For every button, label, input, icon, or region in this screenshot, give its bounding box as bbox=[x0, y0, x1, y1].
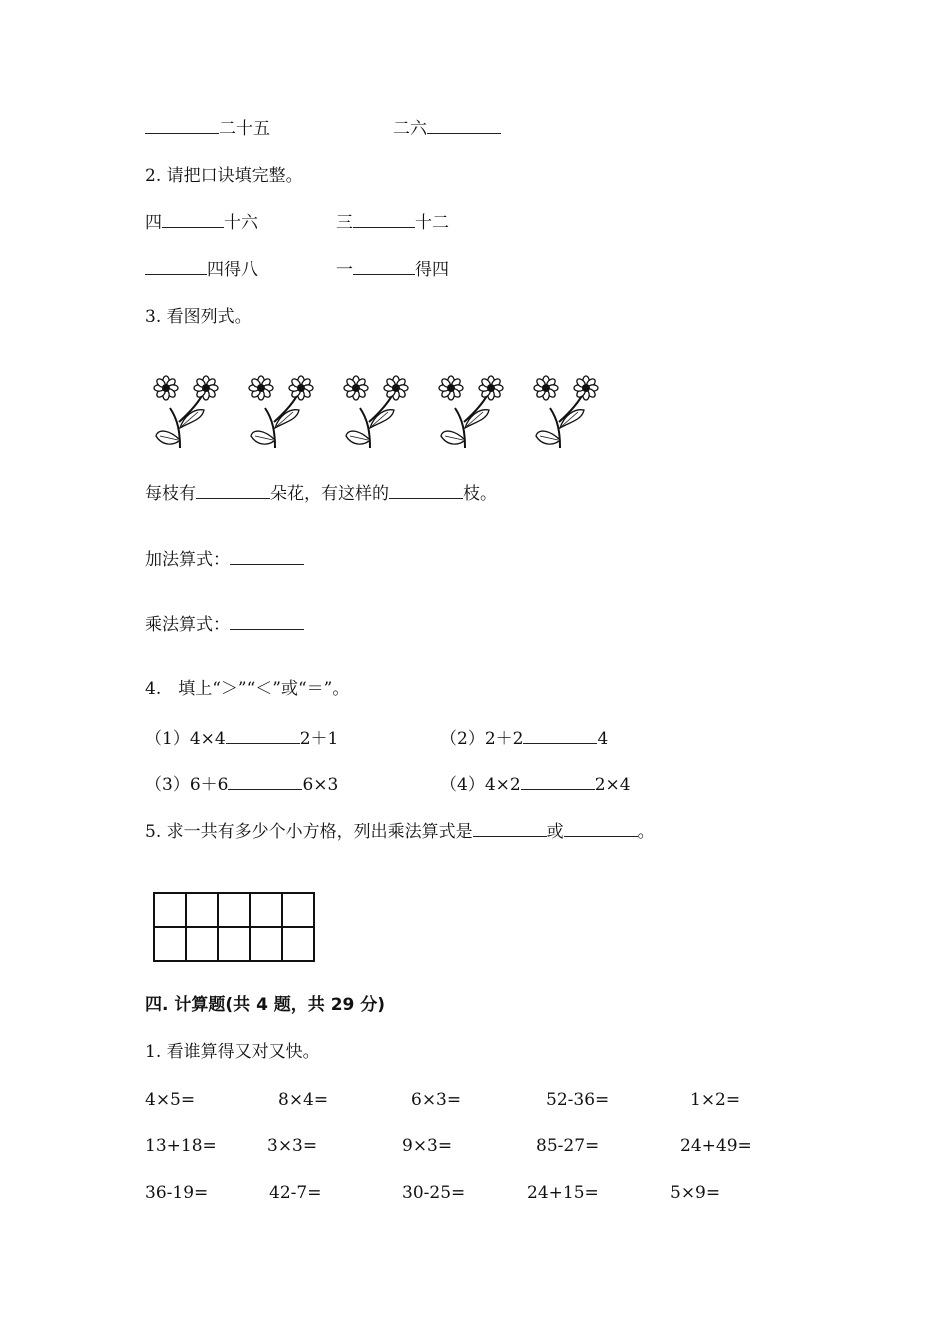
q3-addition: 加法算式： bbox=[145, 548, 304, 571]
calc-item: 42-7= bbox=[269, 1183, 322, 1203]
calc-item: 5×9= bbox=[670, 1183, 721, 1203]
answer-blank[interactable] bbox=[427, 117, 501, 134]
answer-blank[interactable] bbox=[196, 482, 270, 499]
calc-item: 52-36= bbox=[546, 1090, 610, 1110]
calc-item: 4×5= bbox=[145, 1090, 196, 1110]
grid-square bbox=[154, 893, 186, 927]
calc-item: 30-25= bbox=[402, 1183, 466, 1203]
calc-item: 1×2= bbox=[690, 1090, 741, 1110]
q4-item-3: （3）6＋6 6×3 bbox=[145, 775, 339, 795]
calc-item: 3×3= bbox=[267, 1136, 318, 1156]
q4-item-2: （2）2＋2 4 bbox=[440, 729, 609, 749]
flower-icon bbox=[249, 376, 313, 448]
grid-square bbox=[154, 927, 186, 961]
q4-item-1: （1）4×4 2＋1 bbox=[145, 729, 339, 749]
flower-icon bbox=[534, 376, 598, 448]
answer-blank[interactable] bbox=[230, 548, 304, 565]
q4-item-4: （4）4×2 2×4 bbox=[440, 775, 631, 795]
grid-square bbox=[282, 927, 314, 961]
calc-item: 13+18= bbox=[145, 1136, 217, 1156]
answer-blank[interactable] bbox=[521, 773, 595, 790]
q2-item-1: 四 十六 bbox=[145, 213, 258, 233]
q2-item-3: 四得八 bbox=[145, 258, 258, 281]
answer-blank[interactable] bbox=[389, 482, 463, 499]
q5-question: 5. 求一共有多少个小方格，列出乘法算式是 或 。 bbox=[145, 822, 655, 842]
answer-blank[interactable] bbox=[564, 820, 638, 837]
q3-title: 3. 看图列式。 bbox=[145, 307, 252, 327]
grid-square bbox=[282, 893, 314, 927]
q2-item-4: 一 得四 bbox=[336, 260, 449, 280]
q2-title: 2. 请把口诀填完整。 bbox=[145, 166, 303, 186]
answer-blank[interactable] bbox=[473, 820, 547, 837]
answer-blank[interactable] bbox=[228, 773, 302, 790]
flower-icon bbox=[439, 376, 503, 448]
answer-blank[interactable] bbox=[353, 211, 415, 228]
calc-item: 24+15= bbox=[527, 1183, 599, 1203]
q1-tail-right: 二六 bbox=[393, 117, 501, 140]
answer-blank[interactable] bbox=[353, 258, 415, 275]
flower-icon bbox=[344, 376, 408, 448]
q3-sentence: 每枝有 朵花，有这样的 枝。 bbox=[145, 484, 497, 504]
grid-square bbox=[186, 927, 218, 961]
calc-item: 24+49= bbox=[680, 1136, 752, 1156]
answer-blank[interactable] bbox=[145, 258, 207, 275]
q4-title: 4. 填上“＞”“＜”或“＝”。 bbox=[145, 679, 350, 699]
calc-item: 36-19= bbox=[145, 1183, 209, 1203]
calc-item: 9×3= bbox=[402, 1136, 453, 1156]
answer-blank[interactable] bbox=[162, 211, 224, 228]
grid-square bbox=[186, 893, 218, 927]
answer-blank[interactable] bbox=[145, 117, 219, 134]
answer-blank[interactable] bbox=[226, 727, 300, 744]
grid-square bbox=[250, 927, 282, 961]
grid-square bbox=[250, 893, 282, 927]
section-title: 四. 计算题(共 4 题，共 29 分) bbox=[145, 995, 386, 1015]
calc-item: 6×3= bbox=[411, 1090, 462, 1110]
grid-square bbox=[218, 893, 250, 927]
q3-multiplication: 乘法算式： bbox=[145, 613, 304, 636]
calc-item: 85-27= bbox=[536, 1136, 600, 1156]
calc-item: 8×4= bbox=[278, 1090, 329, 1110]
square-grid bbox=[152, 891, 322, 963]
flower-icon bbox=[154, 376, 218, 448]
flowers-picture bbox=[150, 370, 610, 460]
grid-square bbox=[218, 927, 250, 961]
calc-title: 1. 看谁算得又对又快。 bbox=[145, 1042, 320, 1062]
answer-blank[interactable] bbox=[523, 727, 597, 744]
q2-item-2: 三 十二 bbox=[336, 213, 449, 233]
answer-blank[interactable] bbox=[230, 613, 304, 630]
q1-tail-left: 二十五 bbox=[145, 117, 270, 140]
